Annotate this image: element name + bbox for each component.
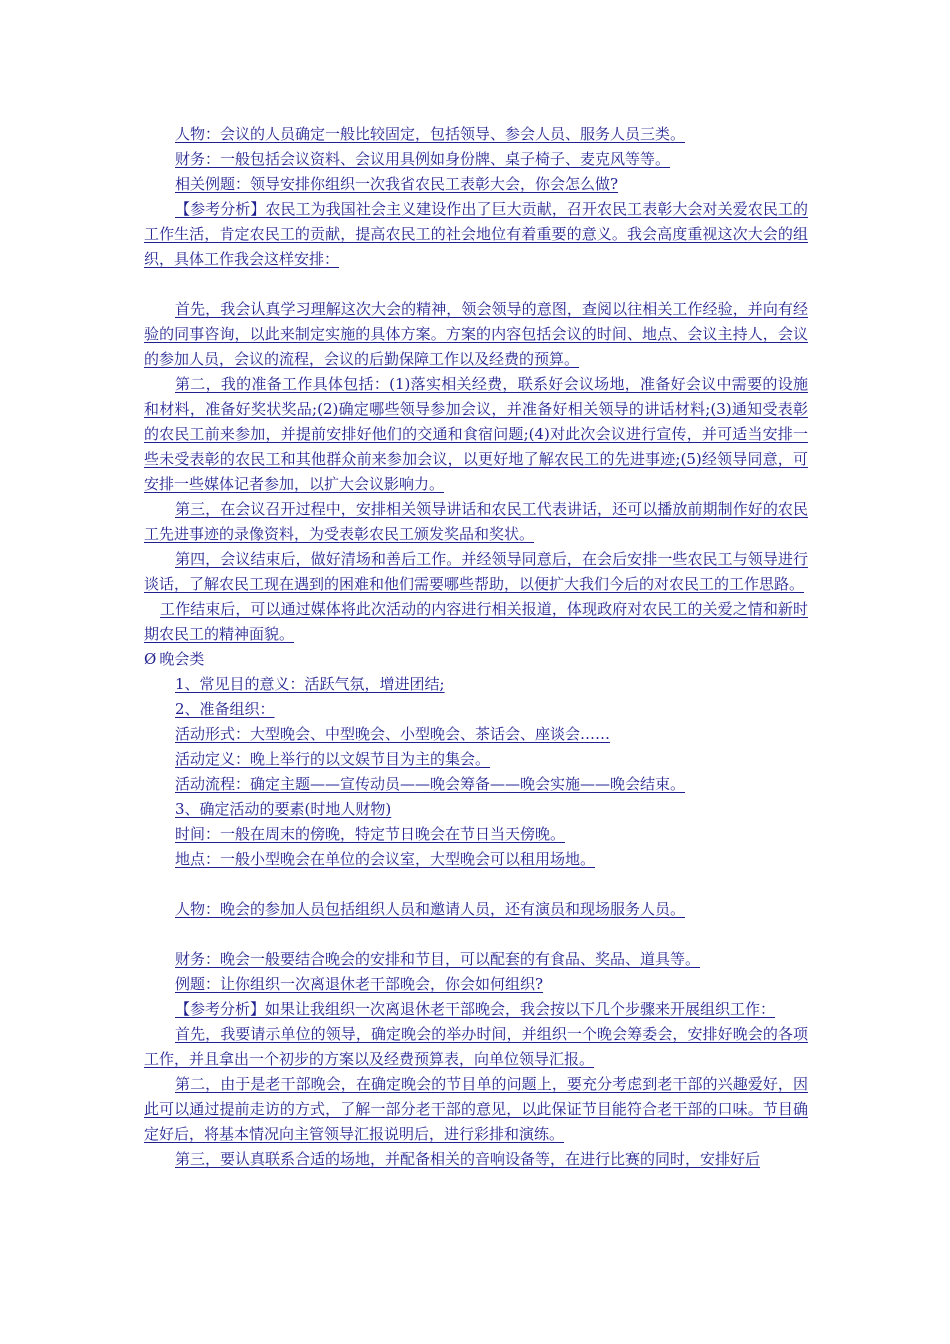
paragraph-people: 人物：会议的人员确定一般比较固定，包括领导、参会人员、服务人员三类。 [175,125,686,143]
bullet-icon: Ø [144,650,157,668]
paragraph-after-work: 工作结束后，可以通过媒体将此次活动的内容进行相关报道，体现政府对农民工的关爱之情和新时期农民工的精神面貌。 [144,600,808,643]
evening-item: 活动定义：晚上举行的以文娱节目为主的集会。 [175,750,491,768]
evening-example-question: 例题：让你组织一次离退休老干部晚会，你会如何组织? [175,975,544,993]
blank-line [144,272,808,297]
blank-line [144,922,808,947]
evening-item: 活动形式：大型晚会、中型晚会、小型晚会、茶话会、座谈会…… [175,725,611,743]
paragraph-example-question: 相关例题：领导安排你组织一次我省农民工表彰大会，你会怎么做? [175,175,619,193]
document-page [144,122,808,1172]
section-heading-evening [144,647,808,672]
evening-item: 2、准备组织： [175,700,275,718]
blank-line [144,872,808,897]
evening-item: 地点：一般小型晚会在单位的会议室，大型晚会可以租用场地。 [175,850,596,868]
evening-step-third: 第三，要认真联系合适的场地，并配备相关的音响设备等，在进行比赛的同时，安排好后 [175,1150,761,1168]
evening-item: 3、确定活动的要素(时地人财物) [175,800,392,818]
evening-people: 人物：晚会的参加人员包括组织人员和邀请人员，还有演员和现场服务人员。 [175,900,686,918]
paragraph-step-third: 第三，在会议召开过程中，安排相关领导讲话和农民工代表讲话，还可以播放前期制作好的农民工先进事迹的录像资料，为受表彰农民工颁发奖品和奖状。 [144,500,808,543]
section-heading-text: 晚会类 [159,650,205,668]
evening-item: 1、常见目的意义：活跃气氛，增进团结; [175,675,445,693]
evening-item: 时间：一般在周末的傍晚，特定节日晚会在节日当天傍晚。 [175,825,566,843]
evening-item: 活动流程：确定主题——宣传动员——晚会筹备——晚会实施——晚会结束。 [175,775,686,793]
evening-step-first: 首先，我要请示单位的领导，确定晚会的举办时间，并组织一个晚会筹委会，安排好晚会的各项工作，并且拿出一个初步的方案以及经费预算表，向单位领导汇报。 [144,1025,808,1068]
paragraph-step-fourth: 第四，会议结束后，做好清场和善后工作。并经领导同意后，在会后安排一些农民工与领导进行谈话，了解农民工现在遇到的困难和他们需要哪些帮助，以便扩大我们今后的对农民工的工作思路。 [144,550,808,593]
evening-reference-analysis: 【参考分析】如果让我组织一次离退休老干部晚会，我会按以下几个步骤来开展组织工作： [175,1000,776,1018]
paragraph-step-first: 首先，我会认真学习理解这次大会的精神，领会领导的意图，查阅以往相关工作经验，并向有经验的同事咨询，以此来制定实施的具体方案。方案的内容包括会议的时间、地点、会议主持人，会议的参加人员，会议的流程，会议的后勤保障工作以及经费的预算。 [144,300,808,368]
evening-finance: 财务：晚会一般要结合晚会的安排和节目，可以配套的有食品、奖品、道具等。 [175,950,701,968]
paragraph-reference-analysis: 【参考分析】农民工为我国社会主义建设作出了巨大贡献，召开农民工表彰大会对关爱农民工的工作生活，肯定农民工的贡献，提高农民工的社会地位有着重要的意义。我会高度重视这次大会的组织，具体工作我会这样安排： [144,200,808,268]
paragraph-finance: 财务：一般包括会议资料、会议用具例如身份牌、桌子椅子、麦克风等等。 [175,150,671,168]
paragraph-step-second: 第二，我的准备工作具体包括：(1)落实相关经费，联系好会议场地，准备好会议中需要的设施和材料，准备好奖状奖品;(2)确定哪些领导参加会议，并准备好相关领导的讲话材料;(3)通知受表彰的农民工前来参加，并提前安排好他们的交通和食宿问题;(4)对此次会议进行宣传，并可适当安排一些未受表彰的农民工和其他群众前来参加会议，以更好地了解农民工的先进事迹;(5)经领导同意，可安排一些媒体记者参加，以扩大会议影响力。 [144,375,808,493]
evening-step-second: 第二，由于是老干部晚会，在确定晚会的节目单的问题上，要充分考虑到老干部的兴趣爱好，因此可以通过提前走访的方式，了解一部分老干部的意见，以此保证节目能符合老干部的口味。节目确定好后，将基本情况向主管领导汇报说明后，进行彩排和演练。 [144,1075,808,1143]
